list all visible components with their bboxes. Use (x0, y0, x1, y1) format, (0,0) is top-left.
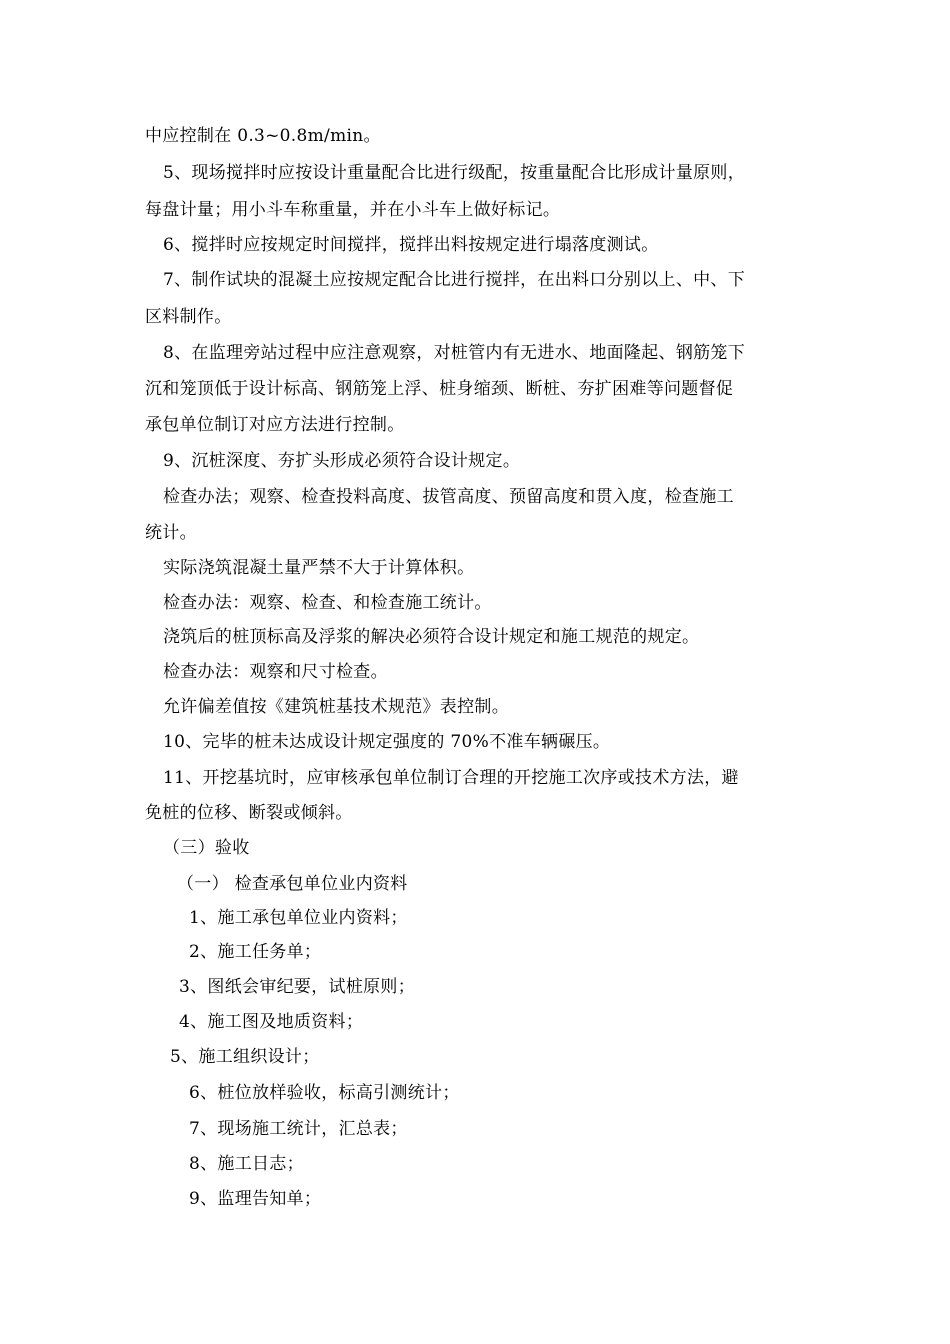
text-line: 8、在监理旁站过程中应注意观察，对桩管内有无进水、地面隆起、钢筋笼下 (163, 343, 746, 363)
text-line: 沉和笼顶低于设计标高、钢筋笼上浮、桩身缩颈、断桩、夯扩困难等问题督促 (145, 379, 734, 399)
text-line: 允许偏差值按《建筑桩基技术规范》表控制。 (163, 697, 509, 717)
list-item: 5、施工组织设计； (170, 1047, 320, 1067)
text-line: 10、完毕的桩未达成设计规定强度的 70%不准车辆碾压。 (163, 732, 611, 752)
text-line: 中应控制在 0.3~0.8m/min。 (145, 126, 381, 146)
list-item: 2、施工任务单； (189, 942, 322, 962)
text-line: 检查办法：观察和尺寸检查。 (163, 662, 388, 682)
list-item: 9、监理告知单； (189, 1189, 322, 1209)
text-line: 检查办法；观察、检查投料高度、拔管高度、预留高度和贯入度，检查施工 (163, 487, 734, 507)
text-line: 7、制作试块的混凝土应按规定配合比进行搅拌，在出料口分别以上、中、下 (163, 270, 746, 290)
text-line: 实际浇筑混凝土量严禁不大于计算体积。 (163, 558, 475, 578)
text-line: 5、现场搅拌时应按设计重量配合比进行级配，按重量配合比形成计量原则， (163, 163, 746, 183)
list-item: 4、施工图及地质资料； (179, 1012, 364, 1032)
text-line: 9、沉桩深度、夯扩头形成必须符合设计规定。 (163, 451, 521, 471)
text-line: 承包单位制订对应方法进行控制。 (145, 415, 405, 435)
text-line: 统计。 (145, 523, 197, 543)
text-line: 11、开挖基坑时，应审核承包单位制订合理的开挖施工次序或技术方法，避 (163, 768, 739, 788)
text-line: 6、搅拌时应按规定时间搅拌，搅拌出料按规定进行塌落度测试。 (163, 235, 659, 255)
list-item: 8、施工日志； (189, 1154, 304, 1174)
text-line: 浇筑后的桩顶标高及浮浆的解决必须符合设计规定和施工规范的规定。 (163, 627, 700, 647)
text-line: 免桩的位移、断裂或倾斜。 (145, 803, 353, 823)
list-item: 7、现场施工统计，汇总表； (189, 1119, 408, 1139)
list-item: 6、桩位放样验收，标高引测统计； (189, 1083, 460, 1103)
text-line: 每盘计量；用小斗车称重量，并在小斗车上做好标记。 (145, 200, 561, 220)
text-line: 区料制作。 (145, 307, 232, 327)
text-line: 检查办法：观察、检查、和检查施工统计。 (163, 593, 492, 613)
list-item: 3、图纸会审纪要，试桩原则； (179, 977, 416, 997)
list-item: 1、施工承包单位业内资料； (189, 908, 408, 928)
section-heading: （三）验收 (163, 838, 250, 858)
subsection-heading: （一） 检查承包单位业内资料 (177, 874, 408, 894)
